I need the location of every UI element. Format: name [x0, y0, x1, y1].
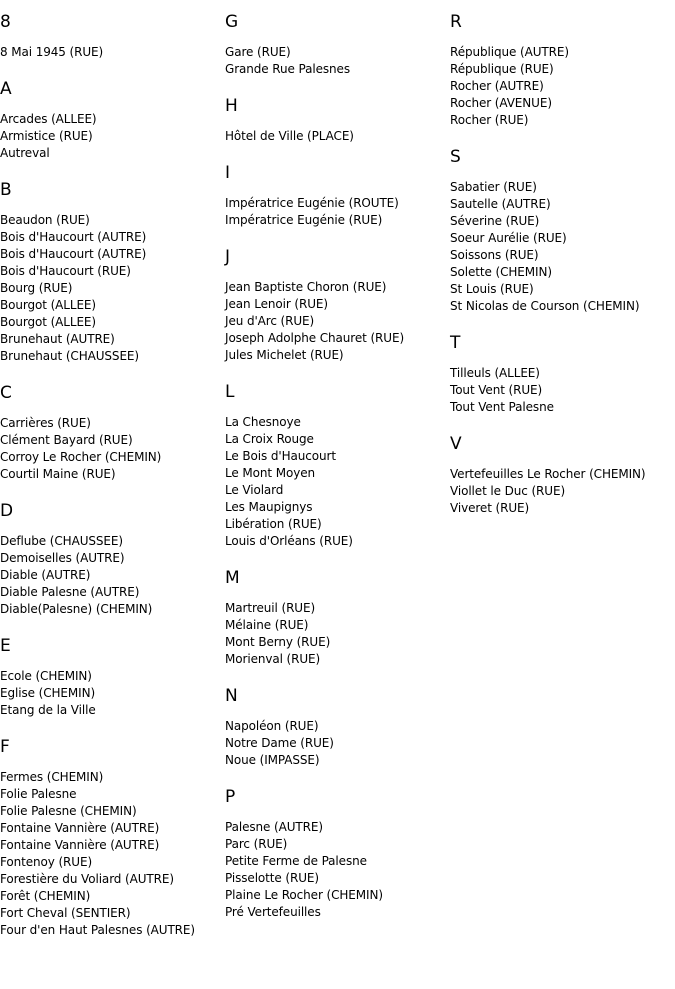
section-letter-heading: J — [225, 247, 231, 267]
letter-section — [0, 12, 222, 61]
street-entry: Diable Palesne (AUTRE) — [0, 585, 140, 599]
street-entry: Sabatier (RUE) — [450, 180, 537, 194]
letter-section — [225, 12, 447, 78]
street-entry: Bois d'Haucourt (RUE) — [0, 264, 131, 278]
street-entry: République (RUE) — [450, 62, 554, 76]
street-entry: Bois d'Haucourt (AUTRE) — [0, 247, 147, 261]
street-entry: Courtil Maine (RUE) — [0, 467, 116, 481]
street-entry: La Croix Rouge — [225, 432, 314, 446]
letter-section — [0, 79, 222, 162]
street-entry: Viollet le Duc (RUE) — [450, 484, 566, 498]
street-entry: Louis d'Orléans (RUE) — [225, 534, 353, 548]
street-entry: Tilleuls (ALLEE) — [450, 366, 540, 380]
street-entry: Grande Rue Palesnes — [225, 62, 350, 76]
street-entry: St Nicolas de Courson (CHEMIN) — [450, 299, 640, 313]
street-entry: Bourg (RUE) — [0, 281, 73, 295]
street-entry: Libération (RUE) — [225, 517, 322, 531]
section-letter-heading: R — [450, 12, 462, 32]
street-entry: St Louis (RUE) — [450, 282, 534, 296]
street-entry: Solette (CHEMIN) — [450, 265, 552, 279]
letter-section — [0, 180, 222, 365]
street-entry: République (AUTRE) — [450, 45, 569, 59]
street-entry: Fontaine Vannière (AUTRE) — [0, 838, 160, 852]
street-entry: Brunehaut (AUTRE) — [0, 332, 115, 346]
street-entry: Armistice (RUE) — [0, 129, 93, 143]
letter-section — [0, 737, 222, 939]
street-entry: Rocher (AVENUE) — [450, 96, 552, 110]
street-entry: Pré Vertefeuilles — [225, 905, 321, 919]
street-entry: Les Maupignys — [225, 500, 313, 514]
street-entry: Eglise (CHEMIN) — [0, 686, 96, 700]
street-entry: Brunehaut (CHAUSSEE) — [0, 349, 140, 363]
street-entry: Plaine Le Rocher (CHEMIN) — [225, 888, 383, 902]
street-entry: Impératrice Eugénie (ROUTE) — [225, 196, 399, 210]
street-entry: Le Violard — [225, 483, 284, 497]
section-letter-heading: B — [0, 180, 12, 200]
street-entry: Soissons (RUE) — [450, 248, 539, 262]
street-entry: Pisselotte (RUE) — [225, 871, 319, 885]
street-entry: Gare (RUE) — [225, 45, 291, 59]
street-entry: Autreval — [0, 146, 50, 160]
street-entry: Soeur Aurélie (RUE) — [450, 231, 567, 245]
street-entry: Corroy Le Rocher (CHEMIN) — [0, 450, 162, 464]
letter-section — [0, 636, 222, 719]
street-entry: Rocher (RUE) — [450, 113, 529, 127]
street-entry: Notre Dame (RUE) — [225, 736, 334, 750]
letter-section — [225, 247, 447, 364]
letter-section — [225, 96, 447, 145]
street-entry: Le Mont Moyen — [225, 466, 315, 480]
street-entry: Fermes (CHEMIN) — [0, 770, 104, 784]
street-entry: Carrières (RUE) — [0, 416, 91, 430]
letter-section — [225, 568, 447, 668]
section-letter-heading: H — [225, 96, 238, 116]
section-letter-heading: G — [225, 12, 239, 32]
street-entry: Diable(Palesne) (CHEMIN) — [0, 602, 153, 616]
street-entry: Parc (RUE) — [225, 837, 288, 851]
section-letter-heading: N — [225, 686, 238, 706]
street-index-column-1 — [0, 12, 222, 957]
letter-section — [225, 686, 447, 769]
street-entry: Tout Vent Palesne — [450, 400, 554, 414]
street-entry: Mont Berny (RUE) — [225, 635, 331, 649]
street-entry: Tout Vent (RUE) — [450, 383, 543, 397]
street-entry: Petite Ferme de Palesne — [225, 854, 367, 868]
street-entry: La Chesnoye — [225, 415, 301, 429]
street-entry: Le Bois d'Haucourt — [225, 449, 336, 463]
street-entry: Napoléon (RUE) — [225, 719, 319, 733]
street-index-column-3 — [450, 12, 675, 535]
street-entry: Viveret (RUE) — [450, 501, 530, 515]
street-entry: Folie Palesne (CHEMIN) — [0, 804, 137, 818]
street-entry: Jean Baptiste Choron (RUE) — [225, 280, 387, 294]
letter-section — [450, 12, 675, 129]
street-entry: Rocher (AUTRE) — [450, 79, 544, 93]
street-entry: Deflube (CHAUSSEE) — [0, 534, 123, 548]
street-entry: Séverine (RUE) — [450, 214, 540, 228]
street-entry: Vertefeuilles Le Rocher (CHEMIN) — [450, 467, 646, 481]
street-entry: Clément Bayard (RUE) — [0, 433, 133, 447]
letter-section — [450, 147, 675, 315]
section-letter-heading: P — [225, 787, 236, 807]
street-entry: Bourgot (ALLEE) — [0, 315, 96, 329]
street-entry: Folie Palesne — [0, 787, 77, 801]
section-letter-heading: 8 — [0, 12, 11, 32]
section-letter-heading: S — [450, 147, 461, 167]
street-entry: Four d'en Haut Palesnes (AUTRE) — [0, 923, 195, 937]
section-letter-heading: D — [0, 501, 14, 521]
section-letter-heading: I — [225, 163, 231, 183]
section-letter-heading: E — [0, 636, 11, 656]
street-entry: Impératrice Eugénie (RUE) — [225, 213, 383, 227]
street-entry: Ecole (CHEMIN) — [0, 669, 92, 683]
street-entry: Jean Lenoir (RUE) — [225, 297, 328, 311]
street-entry: Sautelle (AUTRE) — [450, 197, 551, 211]
street-entry: Bois d'Haucourt (AUTRE) — [0, 230, 147, 244]
street-entry: Jules Michelet (RUE) — [225, 348, 344, 362]
letter-section — [225, 787, 447, 921]
street-entry: Palesne (AUTRE) — [225, 820, 323, 834]
section-letter-heading: M — [225, 568, 240, 588]
street-entry: Jeu d'Arc (RUE) — [225, 314, 315, 328]
letter-section — [225, 382, 447, 550]
section-letter-heading: C — [0, 383, 12, 403]
street-entry: Arcades (ALLEE) — [0, 112, 97, 126]
letter-section — [0, 383, 222, 483]
section-letter-heading: L — [225, 382, 235, 402]
street-index-column-2 — [225, 12, 447, 939]
street-entry: Forêt (CHEMIN) — [0, 889, 91, 903]
street-entry: Diable (AUTRE) — [0, 568, 91, 582]
street-entry: Noue (IMPASSE) — [225, 753, 320, 767]
street-entry: Joseph Adolphe Chauret (RUE) — [225, 331, 405, 345]
street-entry: Demoiselles (AUTRE) — [0, 551, 125, 565]
street-entry: Fort Cheval (SENTIER) — [0, 906, 131, 920]
section-letter-heading: T — [450, 333, 461, 353]
letter-section — [450, 434, 675, 517]
street-entry: 8 Mai 1945 (RUE) — [0, 45, 104, 59]
letter-section — [0, 501, 222, 618]
street-entry: Morienval (RUE) — [225, 652, 321, 666]
street-entry: Martreuil (RUE) — [225, 601, 316, 615]
letter-section — [225, 163, 447, 229]
street-entry: Etang de la Ville — [0, 703, 96, 717]
street-entry: Forestière du Voliard (AUTRE) — [0, 872, 174, 886]
street-entry: Beaudon (RUE) — [0, 213, 90, 227]
section-letter-heading: A — [0, 79, 12, 99]
letter-section — [450, 333, 675, 416]
street-entry: Mélaine (RUE) — [225, 618, 309, 632]
section-letter-heading: V — [450, 434, 462, 454]
street-entry: Hôtel de Ville (PLACE) — [225, 129, 354, 143]
street-entry: Fontaine Vannière (AUTRE) — [0, 821, 160, 835]
street-entry: Bourgot (ALLEE) — [0, 298, 96, 312]
section-letter-heading: F — [0, 737, 10, 757]
street-entry: Fontenoy (RUE) — [0, 855, 93, 869]
